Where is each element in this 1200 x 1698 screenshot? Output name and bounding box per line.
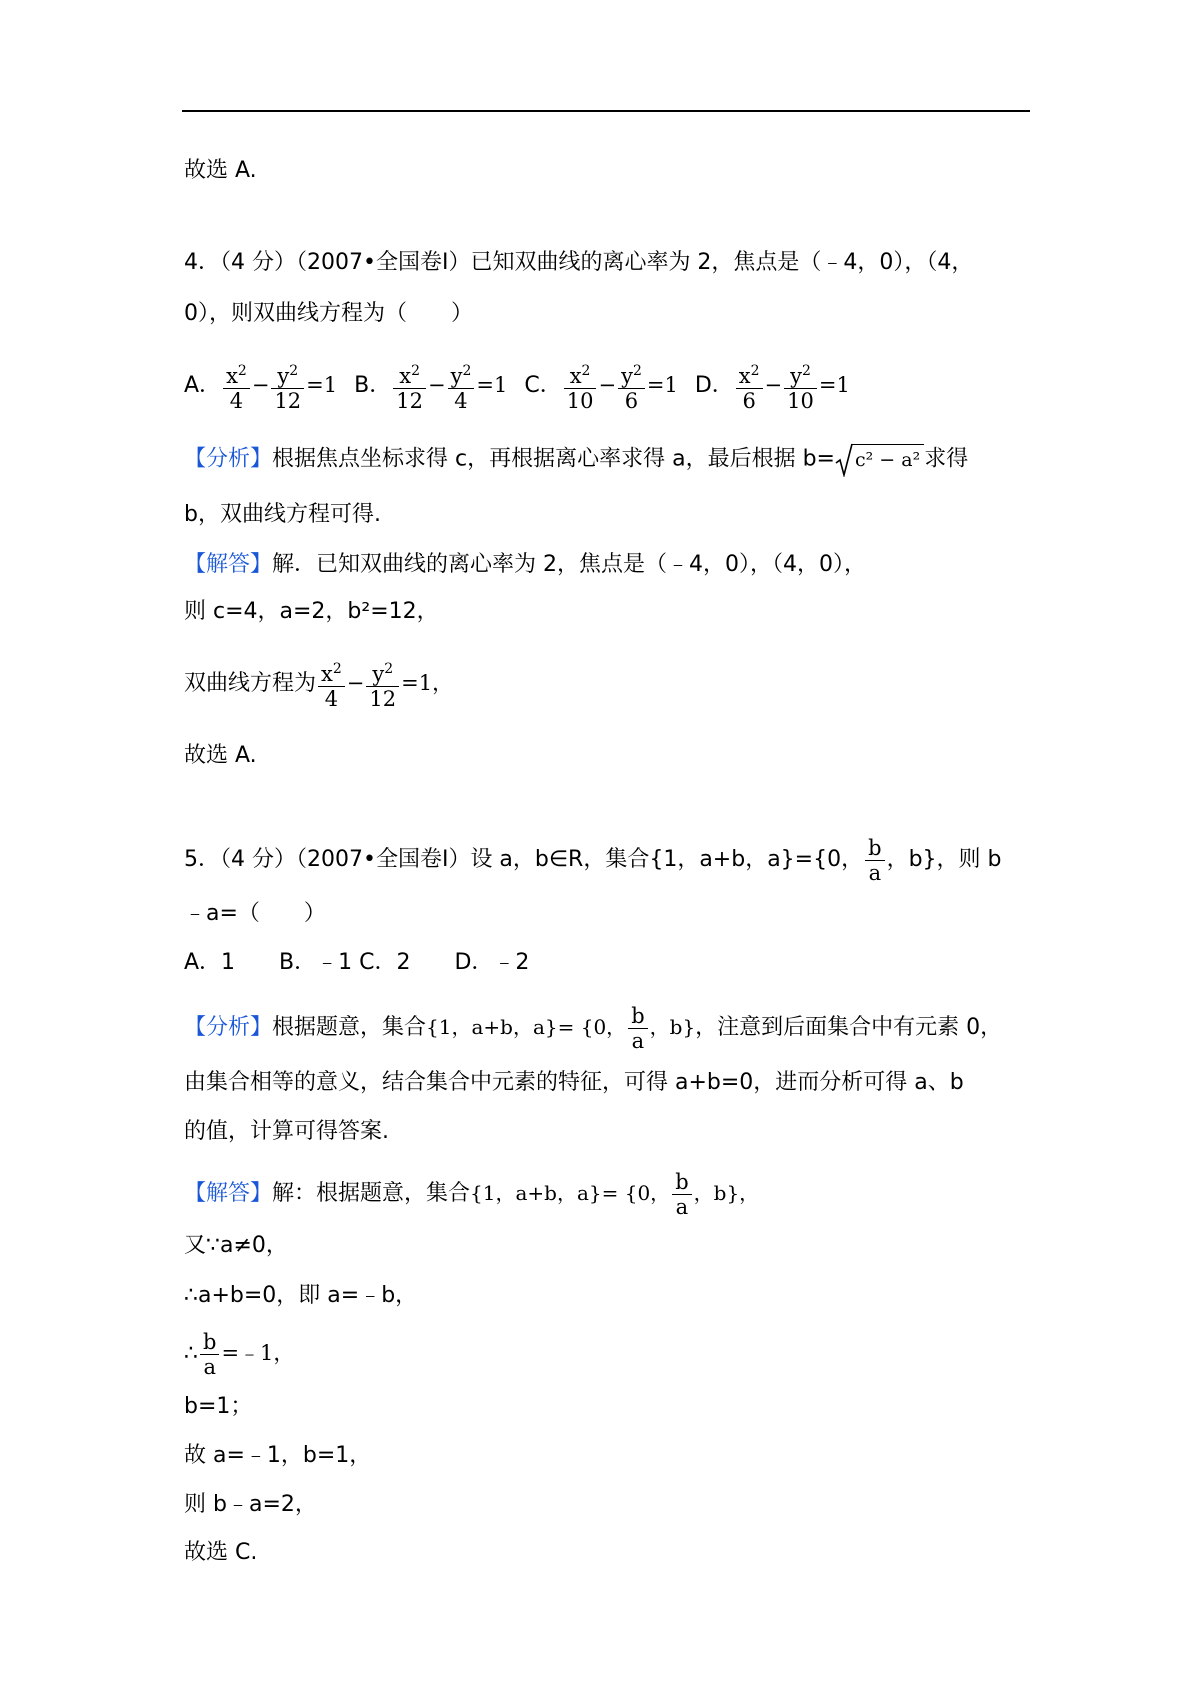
q5-analysis-line3: 的值，计算可得答案.: [184, 1119, 389, 1144]
q4-conclusion: 故选 A.: [184, 743, 257, 768]
q5-step-1: 又∵a≠0，: [184, 1233, 288, 1258]
q5-stem-line1: 5．（4 分）（2007•全国卷Ⅰ）设 a，b∈R，集合{1，a+b，a}={0， $\frac{b}{a}$ ，b}，则 b: [184, 835, 1002, 885]
q5-step-6: 则 b﹣a=2，: [184, 1492, 317, 1517]
q4-answer-line2: 则 c=4，a=2，b²=12，: [184, 599, 439, 624]
q4-answer-line3: 双曲线方程为 $\frac{x^2}{4}$ − $\frac{y^2}{12}$ =1，: [184, 651, 1034, 715]
q4-option-b: B． $\frac{x^2}{12}$ − $\frac{y^2}{4}$ =1: [354, 373, 514, 398]
q4-option-c: C． $\frac{x^2}{10}$ − $\frac{y^2}{6}$ =1: [524, 373, 684, 398]
q4-options: [184, 352, 1034, 418]
q5-answer-line1: 【解答】解：根据题意，集合{1，a+b，a}= {0， $\frac{b}{a}$ ，b}，: [184, 1169, 760, 1219]
q4-stem-line1: 4．（4 分）（2007•全国卷Ⅰ）已知双曲线的离心率为 2，焦点是（﹣4，0），（4，: [184, 250, 974, 275]
q5-analysis-line1: 【分析】根据题意，集合{1，a+b，a}= {0， $\frac{b}{a}$ ，b}，注意到后面集合中有元素 0，: [184, 1003, 1003, 1053]
q4-stem-line2: 0），则双曲线方程为（ ）: [184, 301, 473, 326]
q5-step-3: ∴ $\frac{b}{a}$ =﹣1，: [184, 1329, 295, 1379]
q5-conclusion: 故选 C.: [184, 1540, 258, 1565]
q4-option-a: A． $\frac{x^2}{4}$ − $\frac{y^2}{12}$ =1: [184, 373, 344, 398]
answer-tag: 【解答】: [184, 552, 273, 577]
q4-option-d: D． $\frac{x^2}{6}$ − $\frac{y^2}{10}$ =1: [695, 373, 850, 398]
sqrt-expression: c² − a²: [835, 444, 924, 475]
q4-answer-line1: 【解答】解．已知双曲线的离心率为 2，焦点是（﹣4，0），（4，0），: [184, 552, 866, 577]
q5-step-2: ∴a+b=0，即 a=﹣b，: [184, 1283, 418, 1308]
header-rule: [182, 110, 1030, 112]
answer-tag: 【解答】: [184, 1181, 273, 1206]
q5-step-5: 故 a=﹣1，b=1，: [184, 1443, 372, 1468]
q5-options: A．1 B．﹣1 C．2 D．﹣2: [184, 950, 530, 975]
q5-analysis-line2: 由集合相等的意义，结合集合中元素的特征，可得 a+b=0，进而分析可得 a、b: [184, 1070, 964, 1095]
analysis-tag: 【分析】: [184, 446, 273, 472]
q4-analysis-line1: 【分析】根据焦点坐标求得 c，再根据离心率求得 a，最后根据 b= c² − a² 求得: [184, 444, 1034, 475]
q5-stem-line2: ﹣a=（ ）: [184, 901, 326, 926]
previous-conclusion: 故选 A.: [184, 158, 257, 183]
q5-step-4: b=1；: [184, 1394, 253, 1419]
analysis-tag: 【分析】: [184, 1015, 273, 1040]
q4-analysis-line2: b，双曲线方程可得.: [184, 502, 381, 527]
